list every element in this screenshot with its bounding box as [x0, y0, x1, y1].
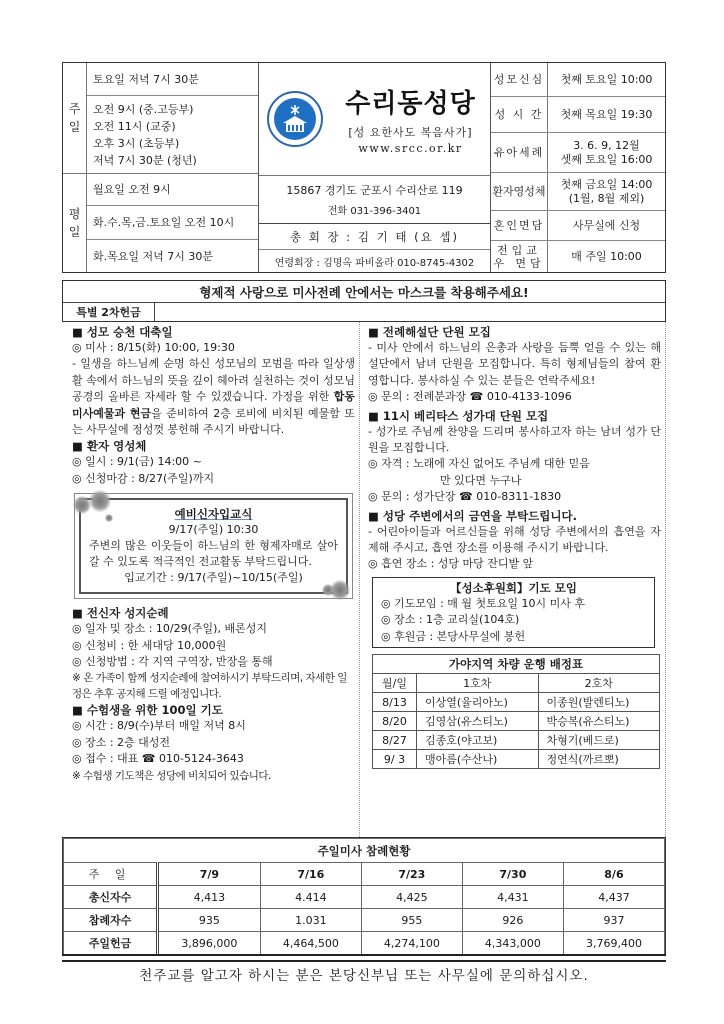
pilgrimage-fee: ◎ 신청비 : 한 세대당 10,000원	[72, 638, 227, 652]
table-row: 참례자수 935 1.031 955 926 937	[64, 909, 665, 932]
church-address: 15867 경기도 군포시 수리산로 119	[286, 184, 463, 197]
attendance-table-wrap	[62, 837, 666, 956]
pilgrimage-date-place: ◎ 일자 및 장소 : 10/29(주일), 배론성지	[72, 622, 267, 636]
funeral-association-president: 연령회장 : 김명옥 파비올라 010-8745-4302	[274, 257, 475, 269]
catechumen-title: 예비신자입교식	[174, 507, 253, 522]
sunday-label: 주 일	[63, 63, 87, 173]
info-row: 환자영성체 첫째 금요일 14:00 (1월, 8월 제외)	[491, 173, 665, 211]
sunday-mass-times: 오전 9시 (중.고등부) 오전 11시 (교중) 오후 3시 (초등부) 저녁 7시 30분 (청년)	[93, 102, 197, 167]
catechumen-box	[74, 493, 353, 599]
vocation-prayer-title: 【성소후원회】기도 모임	[450, 580, 577, 595]
church-url[interactable]: www.srcc.or.kr	[358, 142, 463, 155]
assumption-body: - 일생을 하느님께 순명 하신 성모님의 모범을 따라 일상생활 속에서 하느님의 뜻을 깊이 헤아려 실천하는 것이 성모님 공경의 올바른 자세라 할 수 있겠습니다. 가정을 위한 합동미사예물과 현금을 준비하여 2층 로비에 비치된 예물함 또는 사무실에 정성껏 봉헌해 주시기 바랍니다.	[72, 357, 355, 437]
church-address-block	[259, 176, 490, 224]
assumption-mass: ◎ 미사 : 8/15(화) 10:00, 19:30	[72, 341, 235, 354]
catechumen-body: 주변의 많은 이웃들이 하느님의 한 형제자매로 살아갈 수 있도록 적극적인 전교활동 부탁드립니다.	[89, 539, 338, 569]
choir-contact: ◎ 문의 : 성가단장 ☎ 010-8311-1830	[368, 490, 562, 504]
council-president: 총 회 장 : 김 기 태 (요 셉)	[259, 224, 490, 250]
assumption-title: ■ 성모 승천 대축일	[72, 325, 173, 339]
no-smoking-title: ■ 성당 주변에서의 금연을 부탁드립니다.	[368, 508, 577, 523]
weekday-mass-3: 화.목요일 저녁 7시 30분	[93, 249, 213, 263]
choir-title: ■ 11시 베리타스 성가대 단원 모집	[368, 408, 549, 423]
sick-communion-date: ◎ 일시 : 9/1(금) 14:00 ~	[72, 455, 202, 469]
special-collection-value	[155, 303, 665, 321]
left-announcements	[64, 322, 360, 837]
vehicle-table-header: 월/일 1호차 2호차	[373, 674, 660, 693]
choir-qualification-cont: 만 있다면 누구나	[440, 473, 522, 487]
attendance-title: 주일미사 참례현황	[64, 839, 665, 863]
pilgrimage-note: ※ 온 가족이 함께 성지순례에 참여하시기 부탁드리며, 자세한 일정은 추후 공지해 드릴 예정입니다.	[72, 672, 347, 701]
right-announcements	[362, 322, 666, 837]
choir-qualification: ◎ 자격 : 노래에 자신 없어도 주님께 대한 믿음	[368, 457, 590, 471]
sick-communion-title: ■ 환자 영성체	[72, 439, 147, 454]
commentators-contact: ◎ 문의 : 전례분과장 ☎ 010-4133-1096	[368, 390, 572, 404]
exam-prayer-time: ◎ 시간 : 8/9(수)부터 매일 저녁 8시	[72, 719, 246, 733]
exam-prayer-title: ■ 수험생을 위한 100일 기도	[72, 703, 223, 718]
saturday-eve-mass: 토요일 저녁 7시 30분	[87, 63, 258, 96]
info-row: 유아세례 3. 6. 9, 12월 셋째 토요일 16:00	[491, 133, 665, 173]
bulletin-header	[62, 62, 666, 273]
info-row: 성 시 간 첫째 목요일 19:30	[491, 97, 665, 133]
weekday-mass-1: 월요일 오전 9시	[87, 174, 258, 206]
exam-prayer-place: ◎ 장소 : 2층 대성전	[72, 735, 171, 749]
sunday-mass-group	[63, 63, 258, 174]
church-brand	[259, 63, 490, 176]
mask-notice-banner	[62, 280, 666, 322]
catechumen-period: 입교기간 : 9/17(주일)~10/15(주일)	[124, 571, 303, 585]
table-row: 8/27 김종호(야고보) 차형기(베드로)	[373, 731, 660, 750]
banner-title: 형제적 사랑으로 미사전례 안에서는 마스크를 착용해주세요!	[63, 281, 665, 303]
church-name: 수리동성당	[345, 89, 476, 119]
church-info	[259, 63, 491, 272]
attendance-table	[63, 838, 665, 955]
church-subtitle: [성 요한사도 복음사가]	[348, 126, 473, 139]
sick-communion-deadline: ◎ 신청마감 : 8/27(주일)까지	[72, 471, 215, 485]
vehicle-table-title: 가야지역 차량 운행 배정표	[373, 655, 660, 674]
church-logo-icon	[267, 91, 323, 147]
commentators-title: ■ 전례해설단 단원 모집	[368, 325, 491, 339]
vocation-prayer-item: ◎ 후원금 : 본당사무실에 봉헌	[381, 629, 526, 643]
footer-message: 천주교를 알고자 하시는 분은 본당신부님 또는 사무실에 문의하십시오.	[139, 968, 589, 984]
church-phone: 전화 031-396-3401	[327, 206, 422, 217]
footer-divider	[62, 954, 666, 962]
vocation-prayer-item: ◎ 기도모임 : 매 월 첫토요일 10시 미사 후	[381, 596, 586, 610]
table-row: 주 일 7/9 7/16 7/23 7/30 8/6	[64, 863, 665, 886]
no-smoking-body: - 어린아이들과 어르신들을 위해 성당 주변에서의 흡연을 자제해 주시고, 흡연 장소를 이용해 주시기 바랍니다.	[368, 524, 661, 555]
table-row: 8/20 김영삼(유스티노) 박승복(유스티노)	[373, 712, 660, 731]
commentators-body: - 미사 안에서 하느님의 은총과 사랑을 듬뿍 얻을 수 있는 해설단에서 남녀 단원을 모집합니다. 특히 형제님들의 참여 환영합니다. 봉사하실 수 있는 분들은 연락주세요!	[368, 341, 661, 387]
info-row: 혼인면담 사무실에 신청	[491, 211, 665, 241]
mass-schedule	[63, 63, 259, 272]
choir-body: - 성가로 주님께 찬양을 드리며 봉사하고자 하는 남녀 성가 단원을 모집합니다.	[368, 424, 661, 455]
info-row: 전입교우 면담 매 주일 10:00	[491, 241, 665, 272]
weekday-label: 평 일	[63, 174, 87, 272]
no-smoking-place: ◎ 흡연 장소 : 성당 마당 잔디밭 앞	[368, 557, 534, 571]
sacrament-schedule	[491, 63, 665, 272]
catechumen-time: 9/17(주일) 10:30	[168, 523, 259, 537]
info-row: 성모신심 첫째 토요일 10:00	[491, 63, 665, 97]
vocation-prayer-item: ◎ 장소 : 1층 교리실(104호)	[381, 613, 520, 627]
table-row: 9/ 3 맹아름(수산나) 정연식(까르뽀)	[373, 750, 660, 769]
weekday-mass-2: 화.수.목,금.토요일 오전 10시	[87, 206, 258, 240]
weekday-mass-group	[63, 174, 258, 272]
table-row: 8/13 이상열(율리아노) 이종원(발렌티노)	[373, 693, 660, 712]
exam-prayer-contact: ◎ 접수 : 대표 ☎ 010-5124-3643	[72, 752, 244, 766]
special-collection-label: 특별 2차헌금	[63, 303, 155, 321]
vocation-prayer-box	[372, 577, 655, 648]
table-row: 총신자수 4,413 4.414 4,425 4,431 4,437	[64, 886, 665, 909]
pilgrimage-title: ■ 전신자 성지순례	[72, 606, 169, 621]
table-row: 주일헌금 3,896,000 4,464,500 4,274,100 4,343,000 3,769,400	[64, 932, 665, 955]
vehicle-schedule-table	[372, 654, 660, 769]
exam-prayer-note: ※ 수험생 기도책은 성당에 비치되어 있습니다.	[72, 769, 271, 782]
pilgrimage-method: ◎ 신청방법 : 각 지역 구역장, 반장을 통해	[72, 655, 273, 669]
